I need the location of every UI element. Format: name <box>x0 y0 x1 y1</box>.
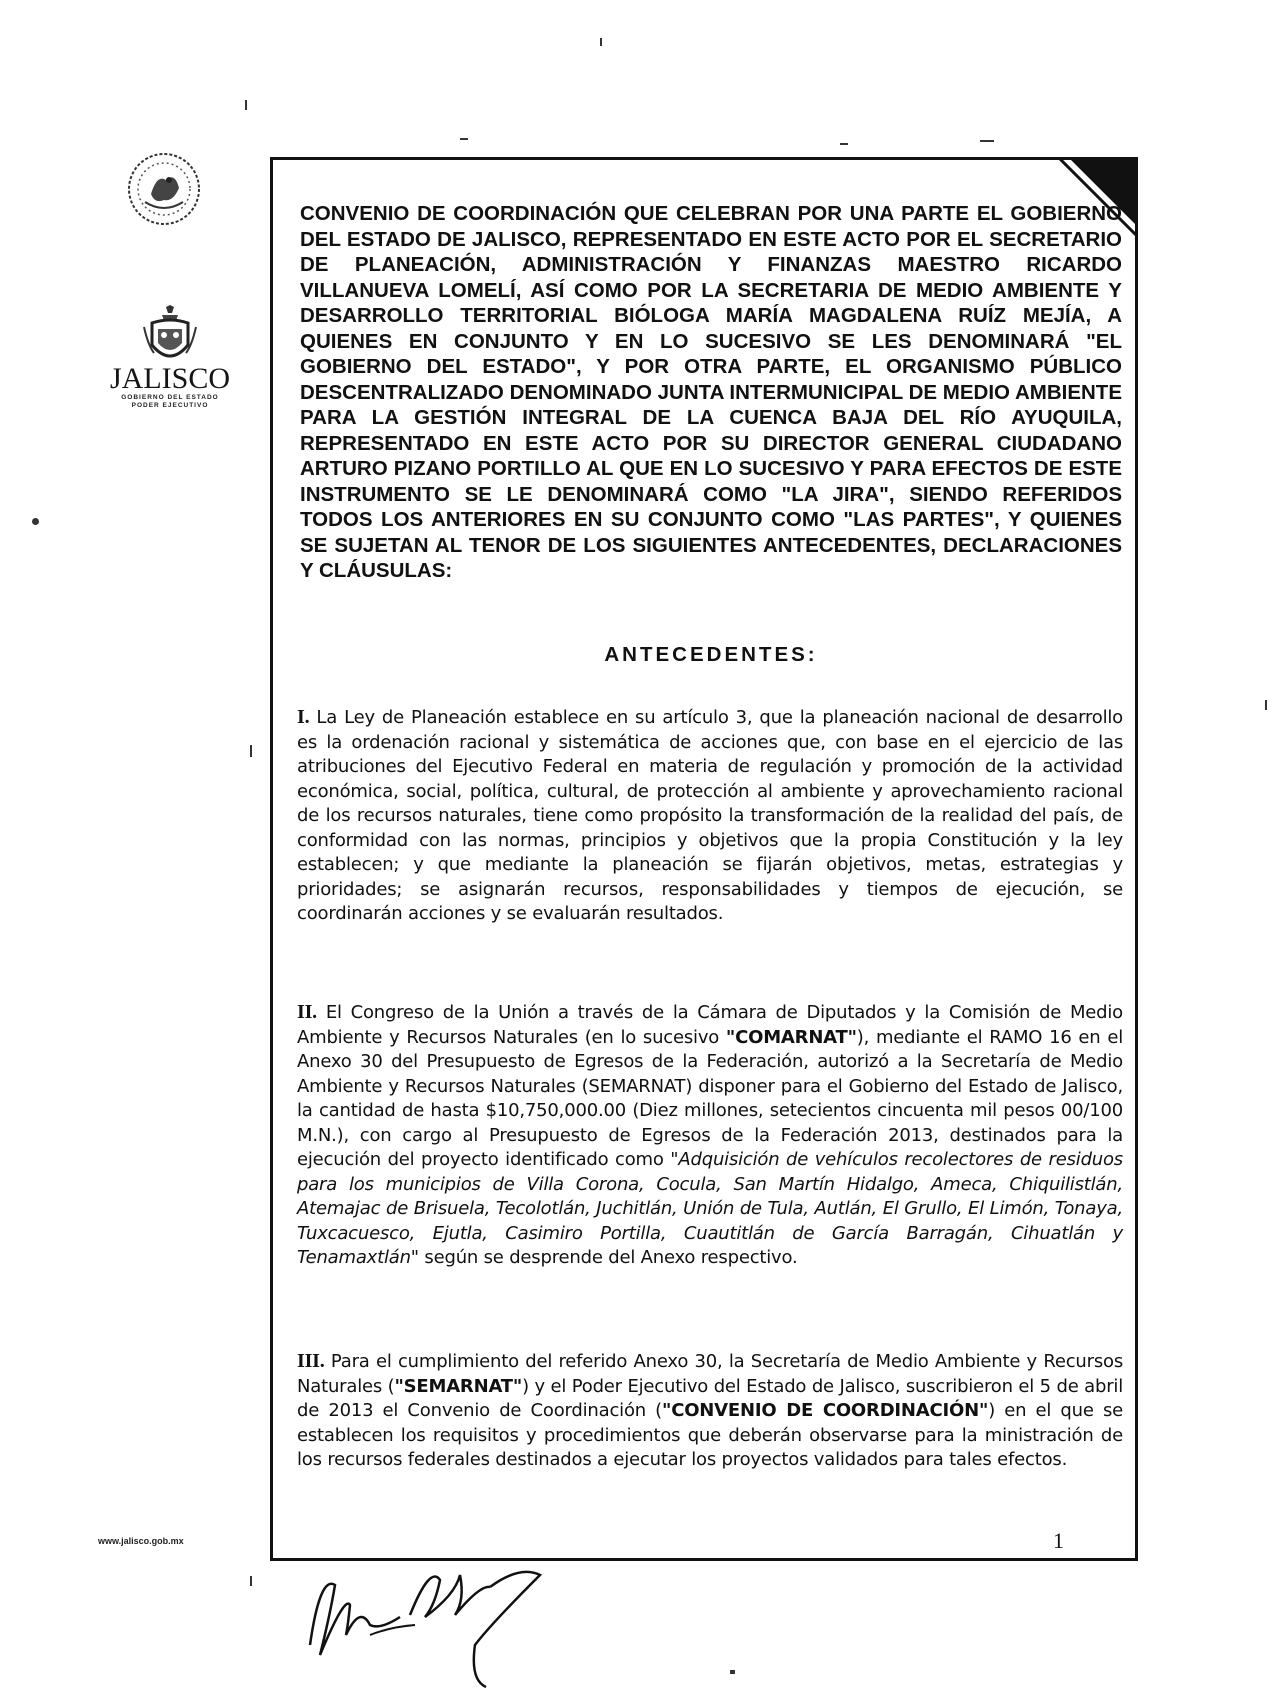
scan-speck <box>32 518 39 525</box>
scan-speck <box>980 140 994 142</box>
national-seal-icon <box>125 150 203 228</box>
scan-speck <box>600 38 602 46</box>
paragraph-text: La Ley de Planeación establece en su artículo 3, que la planeación nacional de desarrollo es la ordenación racional y sistemática de acciones que, con base en el ejercicio de las atribuciones del Ejecutivo Federal en materia de regulación y promoción de la actividad económica, social, política, cultural, de protección al ambiente y aprovechamiento racional de los recursos naturales, tiene como propósito la transformación de la realidad del país, de conformidad con las normas, principios y objetivos que la propia Constitución y la ley establecen; y que mediante la planeación se fijarán objetivos, metas, estrategias y prioridades; se asignarán recursos, responsabilidades y tiempos de ejecución, se coordinarán acciones y se evaluarán resultados. <box>297 707 1123 924</box>
paragraph-numeral: II. <box>297 1001 317 1023</box>
scan-speck <box>1265 700 1267 710</box>
jalisco-coat-of-arms-icon <box>140 305 200 367</box>
defined-term: "COMARNAT" <box>725 1026 857 1048</box>
defined-term: "CONVENIO DE COORDINACIÓN" <box>662 1400 989 1421</box>
scan-speck <box>250 745 252 757</box>
brand-line-government: GOBIERNO DEL ESTADO <box>121 394 219 401</box>
page-number: 1 <box>1053 1528 1064 1553</box>
paragraph-antecedente-2 <box>297 1000 1123 1271</box>
paragraph-numeral: I. <box>297 706 310 728</box>
section-title-antecedentes: ANTECEDENTES: <box>604 643 818 666</box>
paragraph-text: ) en el que se establecen los requisitos y procedimientos que deberán observarse para la ministración de los recursos federales destinados a ejecutar los proyectos validados para tales efectos. <box>297 1400 1123 1470</box>
convenio-header: CONVENIO DE COORDINACIÓN QUE CELEBRAN POR UNA PARTE EL GOBIERNO DEL ESTADO DE JALISCO, REPRESENTADO EN ESTE ACTO POR EL SECRETARIO DE PLANEACIÓN, ADMINISTRACIÓN Y FINANZAS MAESTRO RICARDO VILLANUEVA LOMELÍ, ASÍ COMO POR LA SECRETARIA DE MEDIO AMBIENTE Y DESARROLLO TERRITORIAL BIÓLOGA MARÍA MAGDALENA RUÍZ MEJÍA, A QUIENES EN CONJUNTO Y EN LO SUCESIVO SE LES DENOMINARÁ "EL GOBIERNO DEL ESTADO", Y POR OTRA PARTE, EL ORGANISMO PÚBLICO DESCENTRALIZADO DENOMINADO JUNTA INTERMUNICIPAL DE MEDIO AMBIENTE PARA LA GESTIÓN INTEGRAL DE LA CUENCA BAJA DEL RÍO AYUQUILA, REPRESENTADO EN ESTE ACTO POR SU DIRECTOR GENERAL CIUDADANO ARTURO PIZANO PORTILLO AL QUE EN LO SUCESIVO Y PARA EFECTOS DE ESTE INSTRUMENTO SE LE DENOMINARÁ COMO "LA JIRA", SIENDO REFERIDOS TODOS LOS ANTERIORES EN SU CONJUNTO COMO "LAS PARTES", Y QUIENES SE SUJETAN AL TENOR DE LOS SIGUIENTES ANTECEDENTES, DECLARACIONES Y CLÁUSULAS: <box>300 202 1122 582</box>
project-title: "Adquisición de vehículos recolectores de residuos para los municipios de Villa Corona, Cocula, San Martín Hidalgo, Ameca, Chiquilistlán, Atemajac de Brisuela, Tecolotlán, Juchitlán, Unión de Tula, Autlán, El Grullo, El Limón, Tonaya, Tuxcacuesco, Ejutla, Casimiro Portilla, Cuautitlán de García Barragán, Cihuatlán y Tenamaxtlán" <box>297 1149 1123 1268</box>
scan-speck <box>460 138 468 140</box>
paragraph-text: ) y el Poder Ejecutivo del Estado de Jalisco, suscribieron el 5 de abril de 2013 el Convenio de Coordinación ( <box>297 1375 1123 1421</box>
website-url: www.jalisco.gob.mx <box>98 1536 184 1546</box>
paragraph-numeral: III. <box>297 1350 325 1372</box>
handwritten-signature <box>290 1505 590 1695</box>
paragraph-antecedente-1 <box>297 705 1123 927</box>
brand-name: JALISCO <box>109 362 230 395</box>
scan-speck <box>840 143 848 145</box>
scan-speck <box>250 1576 252 1586</box>
scan-speck <box>730 1670 735 1674</box>
scan-speck <box>245 100 247 110</box>
paragraph-text: El Congreso de la Unión a través de la Cámara de Diputados y la Comisión de Medio Ambiente y Recursos Naturales (en lo sucesivo <box>297 1002 1123 1048</box>
paragraph-text: ), mediante el RAMO 16 en el Anexo 30 del Presupuesto de Egresos de la Federación, autorizó a la Secretaría de Medio Ambiente y Recursos Naturales (SEMARNAT) disponer para el Gobierno del Estado de Jalisco, la cantidad de hasta $10,750,000.00 (Diez millones, setecientos cincuenta mil pesos 00/100 M.N.), con cargo al Presupuesto de Egresos de la Federación 2013, destinados para la ejecución del proyecto identificado como <box>297 1026 1123 1170</box>
defined-term: "SEMARNAT" <box>394 1375 523 1397</box>
brand-block <box>100 364 240 410</box>
paragraph-text: Para el cumplimiento del referido Anexo 30, la Secretaría de Medio Ambiente y Recursos Naturales ( <box>297 1351 1123 1397</box>
paragraph-text: según se desprende del Anexo respectivo. <box>418 1247 798 1268</box>
paragraph-antecedente-3 <box>297 1349 1123 1473</box>
brand-line-executive: PODER EJECUTIVO <box>131 402 209 409</box>
